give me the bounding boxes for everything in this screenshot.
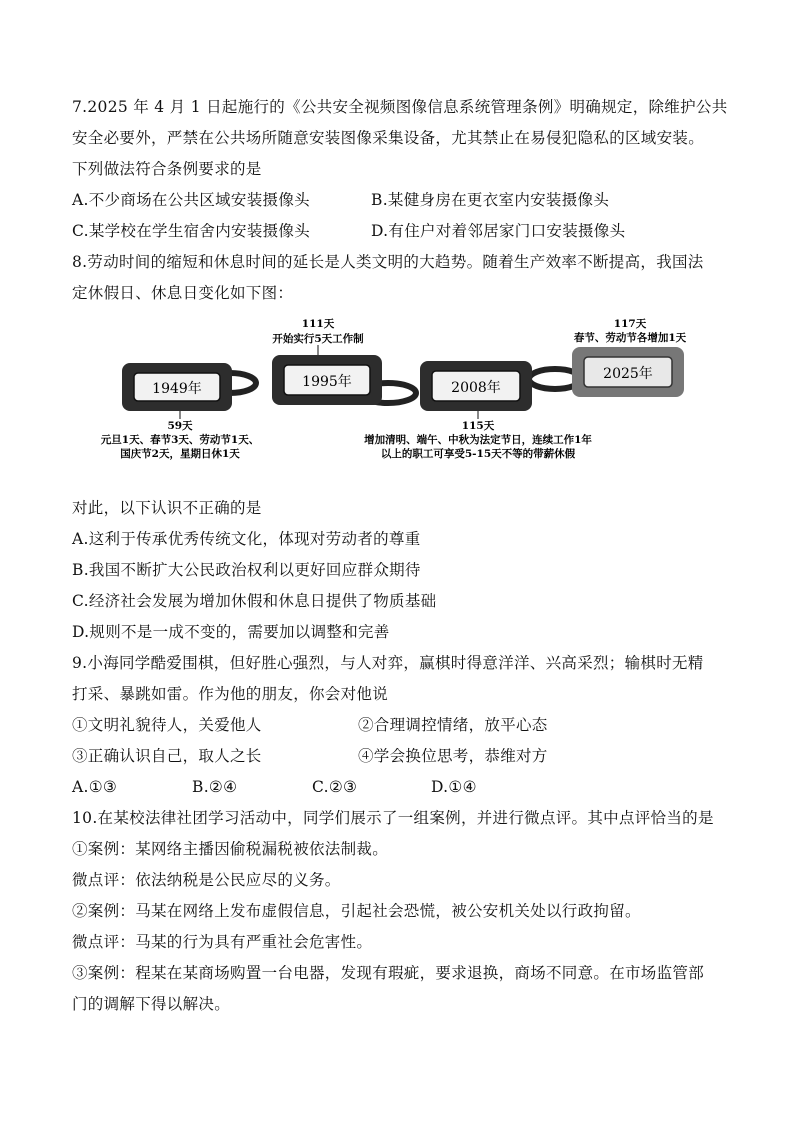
annot-1995-text: 开始实行5天工作制 <box>272 333 364 345</box>
link-label-2025: 2025年 <box>603 366 653 382</box>
q9-stem-line-2: 打采、暴跳如雷。作为他的朋友，你会对他说 <box>72 685 389 703</box>
q10-line-2: 微点评：依法纳税是公民应尽的义务。 <box>72 871 341 889</box>
annot-1949-text-1: 元旦1天、春节3天、劳动节1天、 <box>100 434 260 446</box>
q7-stem-line-1: 7.2025 年 4 月 1 日起施行的《公共安全视频图像信息系统管理条例》明确规定，除维护公共 <box>72 98 728 116</box>
link-label-1949: 1949年 <box>152 381 202 397</box>
q9-item-3: ③正确认识自己，取人之长 <box>72 747 262 765</box>
q9-item-2: ②合理调控情绪，放平心态 <box>358 716 548 734</box>
q7-option-a: A.不少商场在公共区域安装摄像头 <box>72 191 310 209</box>
chain-link-1995 <box>272 355 382 405</box>
q10-line-1: ①案例：某网络主播因偷税漏税被依法制裁。 <box>72 840 389 858</box>
q8-option-b: B.我国不断扩大公民政治权利以更好回应群众期待 <box>72 561 421 579</box>
annot-1949-days: 59天 <box>167 420 193 432</box>
annot-2008-text-2: 以上的职工可享受5-15天不等的带薪休假 <box>380 448 576 460</box>
q9-item-1: ①文明礼貌待人，关爱他人 <box>72 716 262 734</box>
q8-option-c: C.经济社会发展为增加休假和休息日提供了物质基础 <box>72 592 437 610</box>
q9-option-a: A.①③ <box>72 778 118 796</box>
q8-stem-line-1: 8.劳动时间的缩短和休息时间的延长是人类文明的大趋势。随着生产效率不断提高，我国法 <box>72 253 704 271</box>
q9-option-b: B.②④ <box>192 778 238 796</box>
q10-line-6: 门的调解下得以解决。 <box>72 995 231 1013</box>
q9-stem-line-1: 9.小海同学酷爱围棋，但好胜心强烈，与人对弈，赢棋时得意洋洋、兴高采烈；输棋时无精 <box>72 654 704 672</box>
q7-option-d: D.有住户对着邻居家门口安装摄像头 <box>371 222 626 240</box>
annot-2008-days: 115天 <box>461 420 495 432</box>
q9-option-c: C.②③ <box>312 778 358 796</box>
annot-2025-text: 春节、劳动节各增加1天 <box>573 332 687 344</box>
holiday-chain-figure <box>100 313 720 493</box>
q7-option-b: B.某健身房在更衣室内安装摄像头 <box>371 191 610 209</box>
q7-stem-line-3: 下列做法符合条例要求的是 <box>72 160 262 178</box>
q10-stem: 10.在某校法律社团学习活动中，同学们展示了一组案例，并进行微点评。其中点评恰当的是 <box>72 809 714 827</box>
q10-line-5: ③案例：程某在某商场购置一台电器，发现有瑕疵，要求退换，商场不同意。在市场监管部 <box>72 964 705 982</box>
annot-2025-days: 117天 <box>613 318 647 330</box>
q8-prompt: 对此，以下认识不正确的是 <box>72 499 262 517</box>
q9-option-d: D.①④ <box>431 778 477 796</box>
annot-2008-text-1: 增加清明、端午、中秋为法定节日，连续工作1年 <box>364 434 592 446</box>
chain-link-1949 <box>122 363 232 411</box>
q7-option-c: C.某学校在学生宿舍内安装摄像头 <box>72 222 311 240</box>
chain-link-2008 <box>420 361 532 411</box>
annot-1995-days: 111天 <box>301 318 335 330</box>
link-label-1995: 1995年 <box>302 374 352 390</box>
q8-stem-line-2: 定休假日、休息日变化如下图： <box>72 284 294 302</box>
q7-stem-line-2: 安全必要外，严禁在公共场所随意安装图像采集设备，尤其禁止在易侵犯隐私的区域安装。 <box>72 129 705 147</box>
link-label-2008: 2008年 <box>451 380 501 396</box>
q10-line-4: 微点评：马某的行为具有严重社会危害性。 <box>72 933 373 951</box>
q8-option-d: D.规则不是一成不变的，需要加以调整和完善 <box>72 623 390 641</box>
q8-option-a: A.这利于传承优秀传统文化，体现对劳动者的尊重 <box>72 530 421 548</box>
q9-item-4: ④学会换位思考，恭维对方 <box>358 747 548 765</box>
chain-link-2025 <box>572 347 684 397</box>
q10-line-3: ②案例：马某在网络上发布虚假信息，引起社会恐慌，被公安机关处以行政拘留。 <box>72 902 641 920</box>
annot-1949-text-2: 国庆节2天，星期日休1天 <box>120 448 240 460</box>
